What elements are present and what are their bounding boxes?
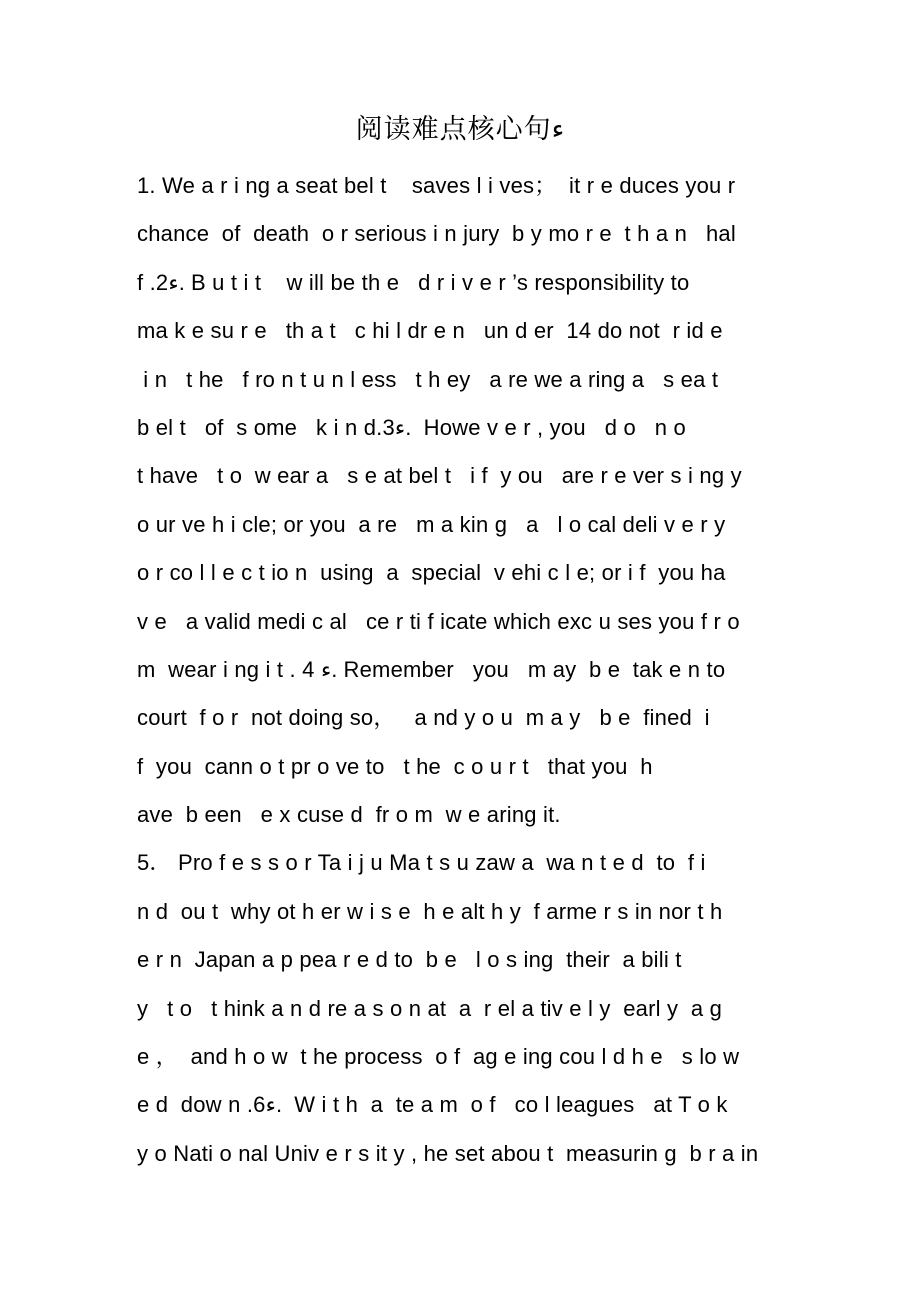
text-line: ma k e su r e th a t c hi l dr e n un d er 14 do not r id e [137,318,723,344]
text-line: o r co l l e c t io n using a special v ehi c l e; or i f you ha [137,560,726,586]
text-line: chance of death o r serious i n jury b y mo r e t h a n hal [137,221,736,247]
text-line: t have t o w ear a s e at bel t i f y ou are r e ver s i ng y [137,463,742,489]
text-line: e r n Japan a p pea r e d to b e l o s ing their a bili t [137,947,682,973]
text-line: n d ou t why ot h er w i s e h e alt h y f arme r s in nor t h [137,898,723,924]
text-line: f you cann o t pr o ve to t he c o u r t that you h [137,753,653,779]
text-line: f .2ء. B u t i t w ill be th e d r i v e r ’s responsibility to [137,269,690,295]
text-line: y o Nati o nal Univ e r s it y , he set abou t measurin g b r a in [137,1140,759,1166]
text-line: e ， and h o w t he process o f ag e ing cou l d h e s lo w [137,1044,740,1070]
text-line: court f o r not doing so， a nd y o u m a y b e fined i [137,705,710,731]
text-line: b el t of s ome k i n d.3ء. Howe v e r , you d o n o [137,414,686,440]
text-line: e d dow n .6ء. W i t h a te a m o f co l leagues at T o k [137,1092,728,1118]
text-line: v e a valid medi c al ce r ti f icate which exc u ses you f r o [137,608,740,634]
document-title: 阅读难点核心句ء [355,114,565,144]
text-line: y t o t hink a n d re a s o n at a r el a tiv e l y earl y a g [137,995,723,1021]
text-line: o ur ve h i cle; or you a re m a kin g a l o cal deli v e r y [137,511,726,537]
text-line: m wear i ng i t . 4 ء. Remember you m ay b e tak e n to [137,656,726,682]
text-line: 1. We a r i ng a seat bel t saves l i ves； it r e duces you r [137,173,736,198]
text-line: 5． Pro f e s s o r Ta i j u Ma t s u zaw a wa n t e d to f i [137,850,706,876]
text-line: ave b een e x cuse d fr o m w e aring it. [137,802,561,828]
text-line: i n t he f ro n t u n l ess t h ey a re we a ring a s ea t [137,366,719,392]
document-body [137,162,807,1178]
